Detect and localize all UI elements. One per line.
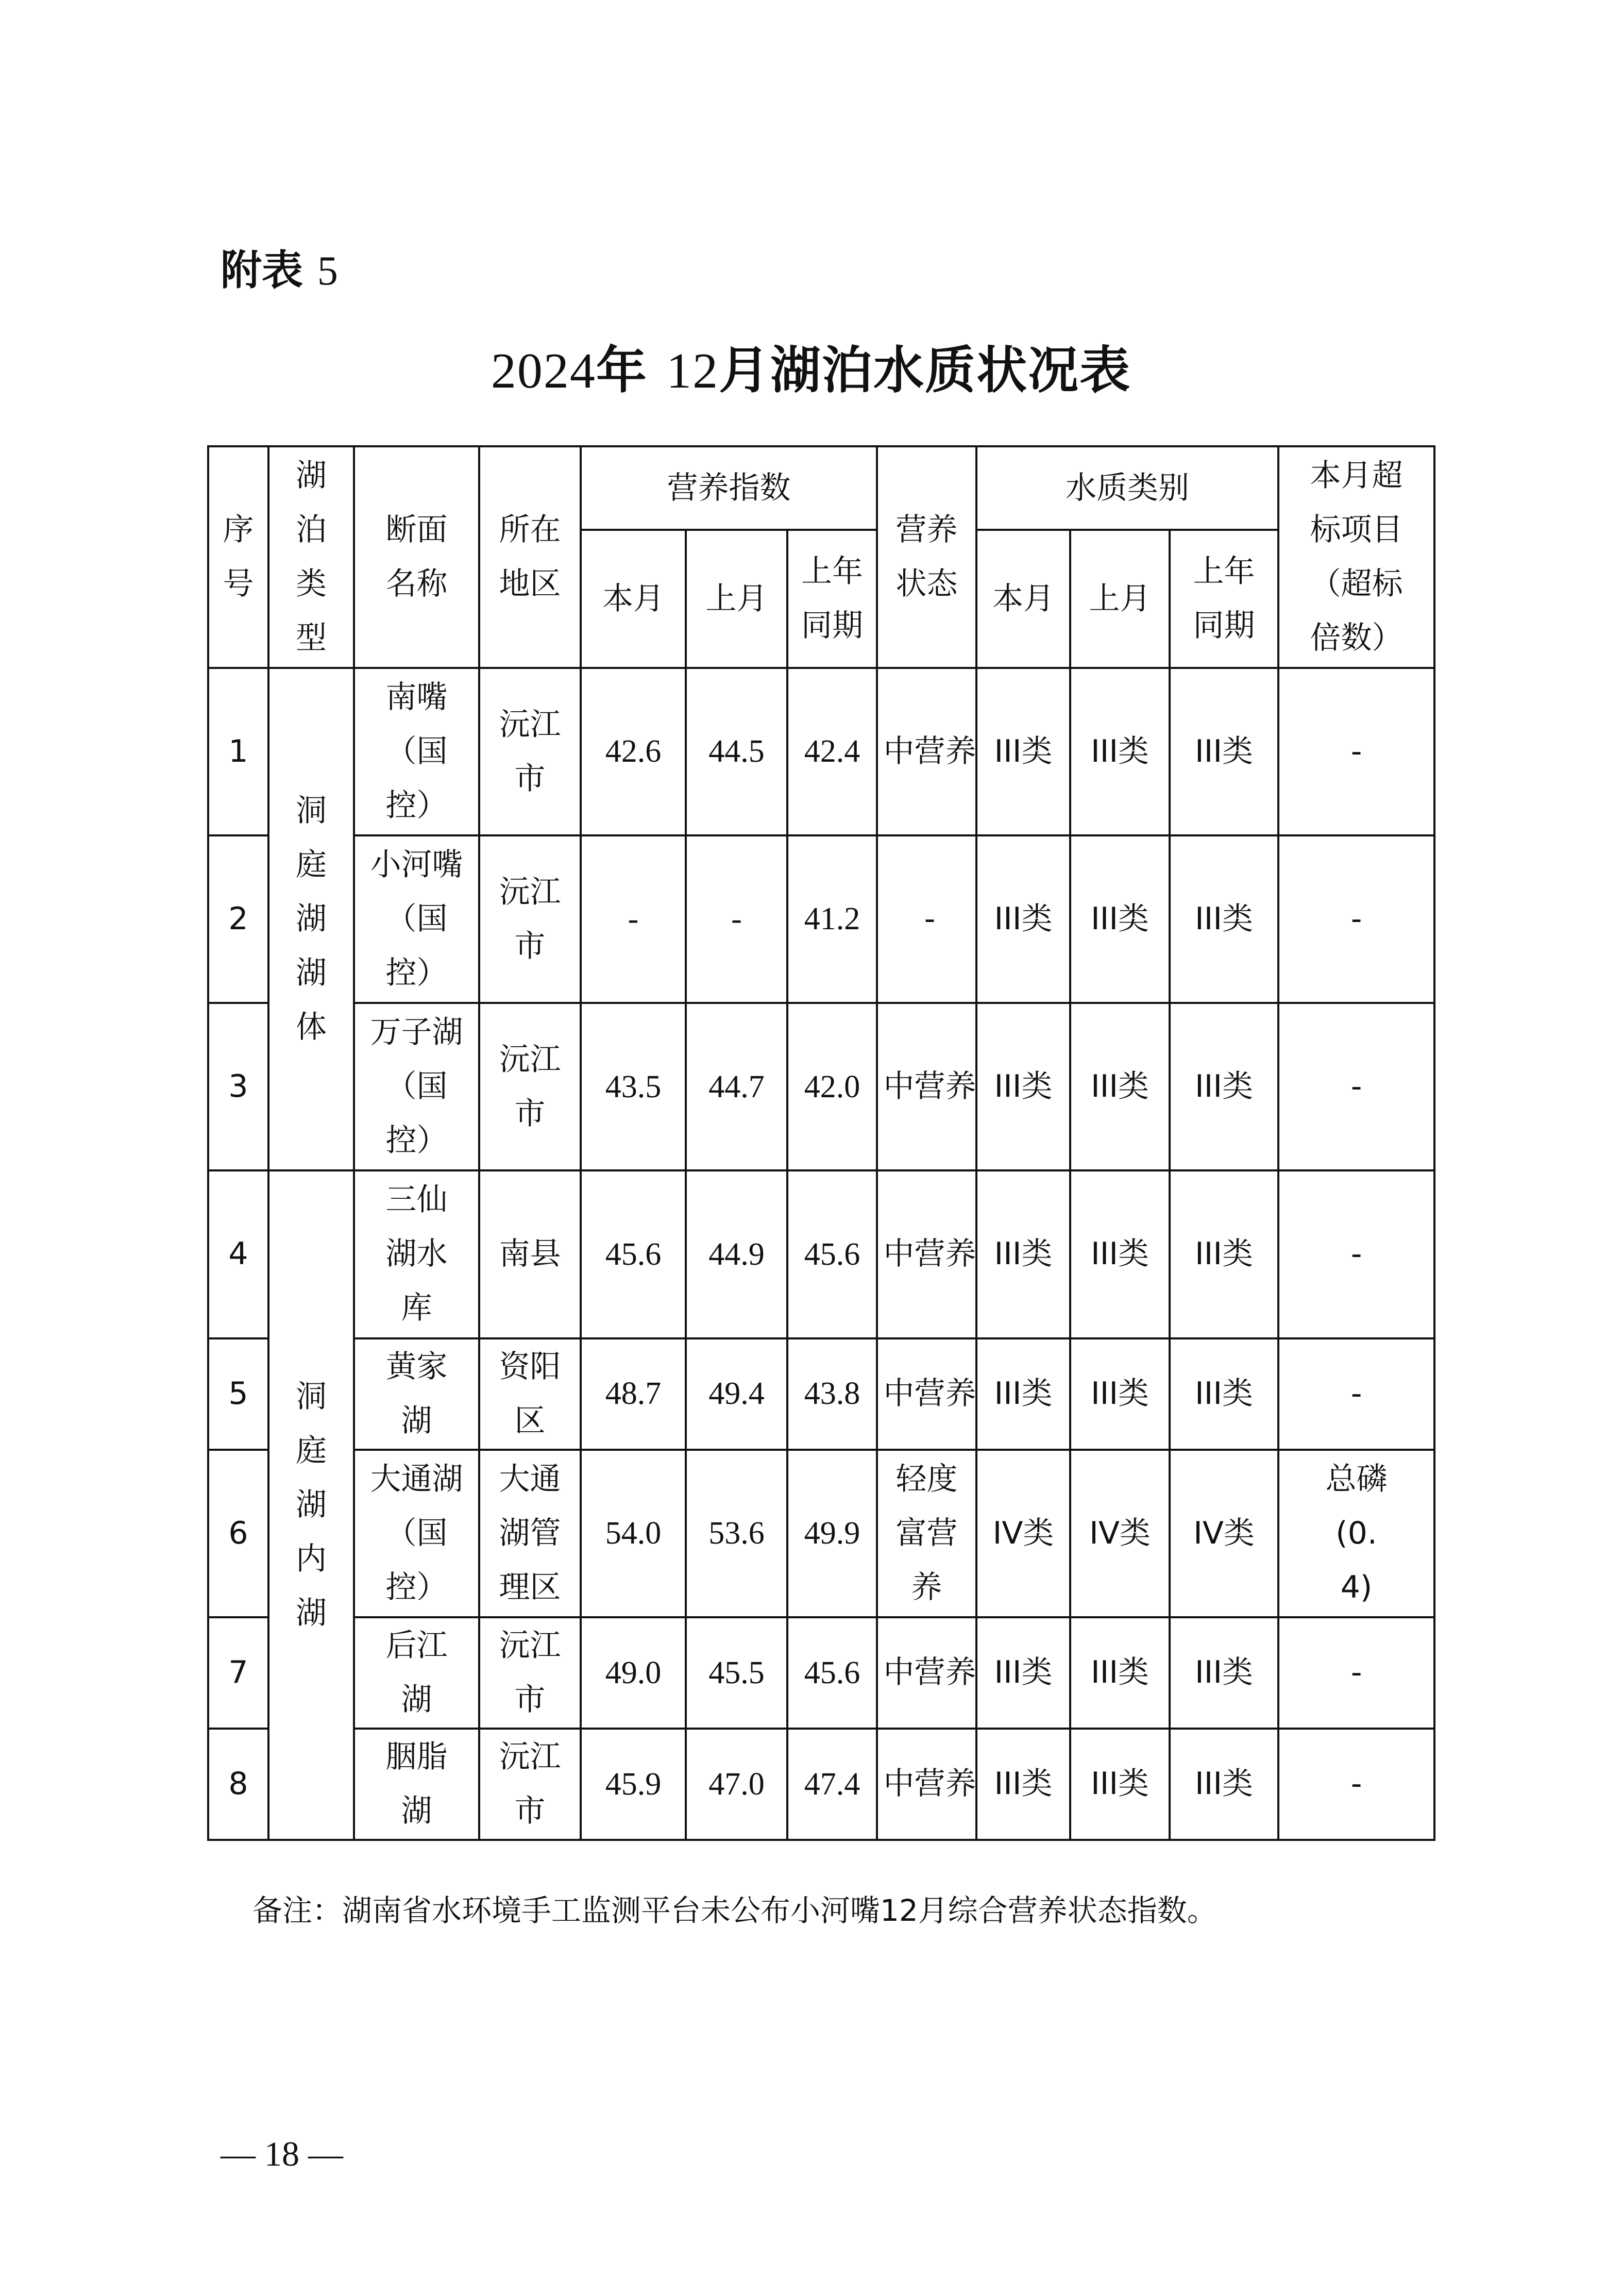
- header-seq: 序号: [208, 446, 268, 668]
- cell-status: 中营养: [877, 1617, 976, 1729]
- cell-wq-ly: III类: [1170, 1617, 1278, 1729]
- cell-wq-prev: III类: [1070, 1729, 1170, 1840]
- header-lake-type: 湖泊类型: [268, 446, 354, 668]
- cell-name: 黄家湖: [354, 1338, 479, 1450]
- cell-exceed: -: [1278, 1729, 1434, 1840]
- title-year-suffix: 年: [596, 341, 648, 400]
- cell-ti-ly: 45.6: [787, 1170, 877, 1338]
- cell-status: 中营养: [877, 668, 976, 835]
- header-ti-this-month: 本月: [581, 530, 686, 668]
- header-wq-this-month: 本月: [976, 530, 1070, 668]
- cell-seq: 1: [208, 668, 268, 835]
- cell-region: 沅江市: [479, 835, 581, 1003]
- cell-ti-cur: 49.0: [581, 1617, 686, 1729]
- cell-ti-cur: 42.6: [581, 668, 686, 835]
- cell-ti-prev: 44.7: [686, 1003, 787, 1170]
- cell-wq-ly: III类: [1170, 1003, 1278, 1170]
- appendix-prefix: 附表: [221, 246, 303, 294]
- header-section-name: 断面名称: [354, 446, 479, 668]
- cell-wq-prev: III类: [1070, 835, 1170, 1003]
- cell-wq-ly: IV类: [1170, 1450, 1278, 1617]
- cell-ti-ly: 42.4: [787, 668, 877, 835]
- title-rest: 月湖泊水质状况表: [719, 341, 1131, 400]
- cell-seq: 7: [208, 1617, 268, 1729]
- cell-ti-prev: 44.9: [686, 1170, 787, 1338]
- cell-seq: 4: [208, 1170, 268, 1338]
- cell-exceed: -: [1278, 1170, 1434, 1338]
- cell-seq: 3: [208, 1003, 268, 1170]
- cell-ti-ly: 43.8: [787, 1338, 877, 1450]
- cell-wq-prev: IV类: [1070, 1450, 1170, 1617]
- cell-seq: 5: [208, 1338, 268, 1450]
- cell-ti-cur: 43.5: [581, 1003, 686, 1170]
- cell-seq: 8: [208, 1729, 268, 1840]
- cell-ti-prev: 53.6: [686, 1450, 787, 1617]
- cell-ti-cur: 48.7: [581, 1338, 686, 1450]
- cell-exceed: -: [1278, 835, 1434, 1003]
- cell-exceed: 总磷(0.4): [1278, 1450, 1434, 1617]
- cell-ti-ly: 49.9: [787, 1450, 877, 1617]
- cell-name: 小河嘴（国控）: [354, 835, 479, 1003]
- cell-wq-prev: III类: [1070, 668, 1170, 835]
- header-wq-last-year: 上年同期: [1170, 530, 1278, 668]
- cell-ti-cur: 45.6: [581, 1170, 686, 1338]
- cell-name: 三仙湖水库: [354, 1170, 479, 1338]
- cell-region: 沅江市: [479, 668, 581, 835]
- cell-wq-cur: III类: [976, 1729, 1070, 1840]
- header-water-class: 水质类别: [976, 446, 1278, 530]
- lake-water-quality-table: [207, 445, 1435, 1841]
- cell-region: 南县: [479, 1170, 581, 1338]
- cell-name: 南嘴（国控）: [354, 668, 479, 835]
- cell-lake-type: 洞庭湖湖体: [268, 668, 354, 1170]
- cell-wq-ly: III类: [1170, 1170, 1278, 1338]
- cell-wq-cur: III类: [976, 668, 1070, 835]
- cell-region: 沅江市: [479, 1617, 581, 1729]
- cell-ti-cur: 54.0: [581, 1450, 686, 1617]
- cell-ti-ly: 45.6: [787, 1617, 877, 1729]
- cell-wq-cur: III类: [976, 835, 1070, 1003]
- cell-wq-cur: IV类: [976, 1450, 1070, 1617]
- table-row: [208, 1003, 1434, 1170]
- table-row: [208, 1617, 1434, 1729]
- cell-wq-prev: III类: [1070, 1003, 1170, 1170]
- cell-wq-cur: III类: [976, 1170, 1070, 1338]
- table-row: [208, 668, 1434, 835]
- cell-ti-prev: 44.5: [686, 668, 787, 835]
- cell-ti-prev: 49.4: [686, 1338, 787, 1450]
- cell-status: 中营养: [877, 1338, 976, 1450]
- appendix-label: [221, 237, 338, 296]
- cell-exceed: -: [1278, 668, 1434, 835]
- table-row: [208, 1170, 1434, 1338]
- cell-ti-cur: -: [581, 835, 686, 1003]
- header-region: 所在地区: [479, 446, 581, 668]
- cell-ti-ly: 47.4: [787, 1729, 877, 1840]
- cell-region: 沅江市: [479, 1003, 581, 1170]
- cell-ti-prev: -: [686, 835, 787, 1003]
- cell-seq: 6: [208, 1450, 268, 1617]
- cell-wq-prev: III类: [1070, 1338, 1170, 1450]
- table-row: [208, 1338, 1434, 1450]
- cell-wq-cur: III类: [976, 1617, 1070, 1729]
- cell-wq-cur: III类: [976, 1338, 1070, 1450]
- cell-wq-prev: III类: [1070, 1170, 1170, 1338]
- cell-ti-prev: 47.0: [686, 1729, 787, 1840]
- cell-region: 资阳区: [479, 1338, 581, 1450]
- title-month: 12: [666, 343, 719, 399]
- header-ti-last-year: 上年同期: [787, 530, 877, 668]
- table-row: [208, 1729, 1434, 1840]
- appendix-number: 5: [317, 248, 338, 294]
- cell-wq-prev: III类: [1070, 1617, 1170, 1729]
- cell-ti-cur: 45.9: [581, 1729, 686, 1840]
- cell-wq-ly: III类: [1170, 668, 1278, 835]
- cell-lake-type: 洞庭湖内湖: [268, 1170, 354, 1840]
- cell-region: 大通湖管理区: [479, 1450, 581, 1617]
- page-title: [0, 330, 1622, 403]
- cell-status: 中营养: [877, 1003, 976, 1170]
- cell-status: 轻度富营养: [877, 1450, 976, 1617]
- cell-ti-ly: 42.0: [787, 1003, 877, 1170]
- header-nutrient-status: 营养状态: [877, 446, 976, 668]
- cell-wq-ly: III类: [1170, 1338, 1278, 1450]
- header-nutrient-index: 营养指数: [581, 446, 877, 530]
- table-row: [208, 835, 1434, 1003]
- table-row: [208, 1450, 1434, 1617]
- cell-name: 大通湖（国控）: [354, 1450, 479, 1617]
- cell-wq-ly: III类: [1170, 835, 1278, 1003]
- cell-name: 后江湖: [354, 1617, 479, 1729]
- cell-name: 胭脂湖: [354, 1729, 479, 1840]
- cell-ti-prev: 45.5: [686, 1617, 787, 1729]
- cell-seq: 2: [208, 835, 268, 1003]
- cell-status: 中营养: [877, 1729, 976, 1840]
- cell-exceed: -: [1278, 1003, 1434, 1170]
- cell-region: 沅江市: [479, 1729, 581, 1840]
- header-exceed: 本月超标项目（超标倍数）: [1278, 446, 1434, 668]
- cell-exceed: -: [1278, 1338, 1434, 1450]
- cell-ti-ly: 41.2: [787, 835, 877, 1003]
- page-number: — 18 —: [221, 2134, 343, 2173]
- table-note: 备注：湖南省水环境手工监测平台未公布小河嘴12月综合营养状态指数。: [252, 1893, 1217, 1928]
- cell-exceed: -: [1278, 1617, 1434, 1729]
- cell-wq-cur: III类: [976, 1003, 1070, 1170]
- title-year: 2024: [491, 343, 596, 399]
- cell-status: 中营养: [877, 1170, 976, 1338]
- cell-name: 万子湖（国控）: [354, 1003, 479, 1170]
- cell-status: -: [877, 835, 976, 1003]
- cell-wq-ly: III类: [1170, 1729, 1278, 1840]
- header-wq-last-month: 上月: [1070, 530, 1170, 668]
- header-ti-last-month: 上月: [686, 530, 787, 668]
